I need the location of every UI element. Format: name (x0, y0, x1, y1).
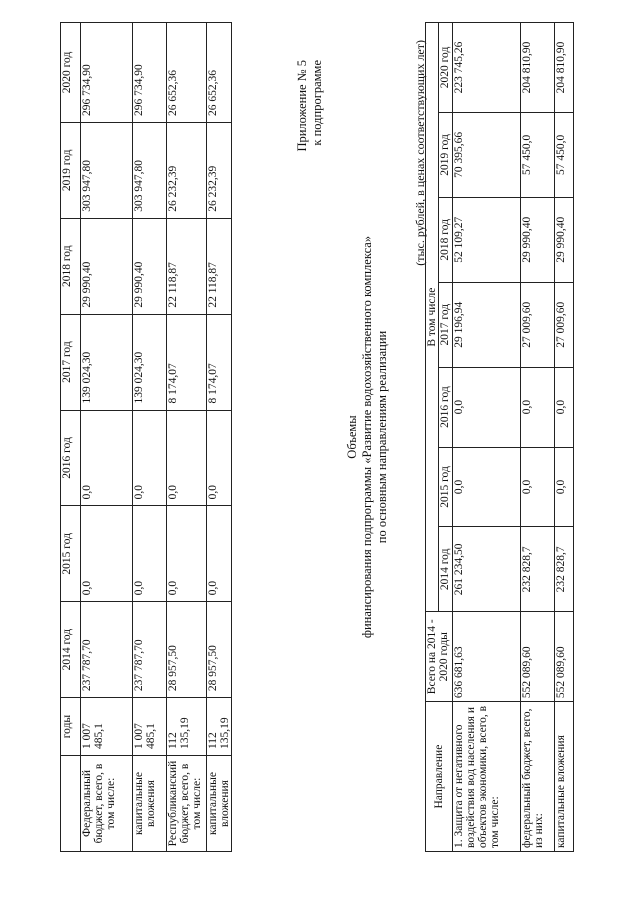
row-label: Федеральный бюджет, всего, в том числе: (81, 756, 133, 852)
row-value: 29 990,40 (133, 218, 167, 314)
row-value: 204 810,90 (555, 23, 574, 113)
table-row (81, 23, 133, 852)
row-value: 237 787,70 (133, 602, 167, 698)
row-value: 0,0 (81, 506, 133, 602)
appendix-line: к подпрограмме (310, 60, 324, 146)
header-total: Всего на 2014 - 2020 годы (426, 612, 453, 702)
row-value: 29 990,40 (555, 197, 574, 282)
table-header-row (426, 23, 439, 852)
header-cell-year: 2018 год (61, 218, 81, 314)
row-value: 27 009,60 (521, 282, 555, 367)
row-total: 112 135,19 (207, 698, 232, 756)
row-value: 0,0 (555, 447, 574, 527)
budget-table (60, 22, 232, 852)
row-value: 8 174,07 (207, 314, 232, 410)
row-value: 139 024,30 (133, 314, 167, 410)
row-value: 0,0 (555, 367, 574, 447)
header-year: 2020 год (439, 23, 453, 113)
row-total: 1 007 485,1 (81, 698, 133, 756)
row-value: 52 109,27 (453, 197, 521, 282)
row-value: 204 810,90 (521, 23, 555, 113)
document-title (345, 22, 405, 852)
table-row (521, 23, 555, 852)
header-cell-year: 2019 год (61, 122, 81, 218)
row-value: 0,0 (133, 506, 167, 602)
row-value: 296 734,90 (81, 23, 133, 123)
table-header-row (61, 23, 81, 852)
row-value: 0,0 (167, 506, 207, 602)
row-value: 29 990,40 (521, 197, 555, 282)
row-label: капитальные вложения (133, 756, 167, 852)
row-value: 57 450,0 (555, 112, 574, 197)
row-value: 0,0 (133, 410, 167, 506)
table-row (207, 23, 232, 852)
row-value: 28 957,50 (167, 602, 207, 698)
header-year: 2018 год (439, 197, 453, 282)
funding-table-grid (425, 22, 574, 852)
header-cell-year: 2014 год (61, 602, 81, 698)
header-cell-year: 2020 год (61, 23, 81, 123)
row-value: 0,0 (453, 367, 521, 447)
header-cell-label (61, 756, 81, 852)
row-label: капитальные вложения (555, 702, 574, 852)
row-value: 0,0 (521, 367, 555, 447)
row-value: 70 395,66 (453, 112, 521, 197)
row-value: 29 990,40 (81, 218, 133, 314)
header-incl: В том числе (426, 23, 439, 612)
row-label: Республиканский бюджет, всего, в том числе: (167, 756, 207, 852)
funding-table (425, 22, 572, 852)
header-year: 2016 год (439, 367, 453, 447)
header-cell-year: 2017 год (61, 314, 81, 410)
row-value: 28 957,50 (207, 602, 232, 698)
table-row (133, 23, 167, 852)
row-value: 296 734,90 (133, 23, 167, 123)
row-value: 223 745,26 (453, 23, 521, 113)
row-value: 0,0 (521, 447, 555, 527)
table-row (453, 23, 521, 852)
row-value: 237 787,70 (81, 602, 133, 698)
row-value: 22 118,87 (207, 218, 232, 314)
header-year: 2015 год (439, 447, 453, 527)
row-value: 232 828,7 (555, 527, 574, 612)
row-value: 26 232,39 (167, 122, 207, 218)
budget-table-continued (60, 22, 230, 852)
row-value: 0,0 (167, 410, 207, 506)
appendix-line: Приложение № 5 (295, 60, 309, 152)
row-value: 8 174,07 (167, 314, 207, 410)
header-year: 2017 год (439, 282, 453, 367)
row-label: капитальные вложения (207, 756, 232, 852)
header-cell-year: 2016 год (61, 410, 81, 506)
row-label: федеральный бюджет, всего, из них: (521, 702, 555, 852)
row-value: 139 024,30 (81, 314, 133, 410)
row-total: 552 089,60 (555, 612, 574, 702)
header-year: 2019 год (439, 112, 453, 197)
row-value: 29 196,94 (453, 282, 521, 367)
title-line: по основным направлениям реализации (375, 330, 389, 544)
row-value: 0,0 (453, 447, 521, 527)
row-value: 0,0 (207, 506, 232, 602)
row-total: 1 007 485,1 (133, 698, 167, 756)
row-value: 303 947,80 (81, 122, 133, 218)
row-value: 26 232,39 (207, 122, 232, 218)
table-row (167, 23, 207, 852)
header-direction: Направление (426, 702, 453, 852)
row-value: 232 828,7 (521, 527, 555, 612)
row-total: 636 681,63 (453, 612, 521, 702)
units-note: (тыс. рублей, в ценах соответствующих лет) (413, 40, 427, 266)
title-line: Объемы (345, 415, 359, 459)
row-value: 57 450,0 (521, 112, 555, 197)
row-value: 27 009,60 (555, 282, 574, 367)
table-row (555, 23, 574, 852)
row-value: 0,0 (207, 410, 232, 506)
title-line: финансирования подпрограммы «Развитие водохозяйственного комплекса» (360, 235, 374, 639)
header-year: 2014 год (439, 527, 453, 612)
row-value: 22 118,87 (167, 218, 207, 314)
row-value: 0,0 (81, 410, 133, 506)
row-value: 303 947,80 (133, 122, 167, 218)
row-total: 112 135,19 (167, 698, 207, 756)
row-value: 26 652,36 (167, 23, 207, 123)
row-total: 552 089,60 (521, 612, 555, 702)
header-cell-year: 2015 год (61, 506, 81, 602)
row-value: 26 652,36 (207, 23, 232, 123)
header-cell-years-tail: годы (61, 698, 81, 756)
row-label: 1. Защита от негативного воздействия вод населения и объектов экономики, всего, в том числе: (453, 702, 521, 852)
row-value: 261 234,50 (453, 527, 521, 612)
appendix-note (295, 60, 345, 200)
